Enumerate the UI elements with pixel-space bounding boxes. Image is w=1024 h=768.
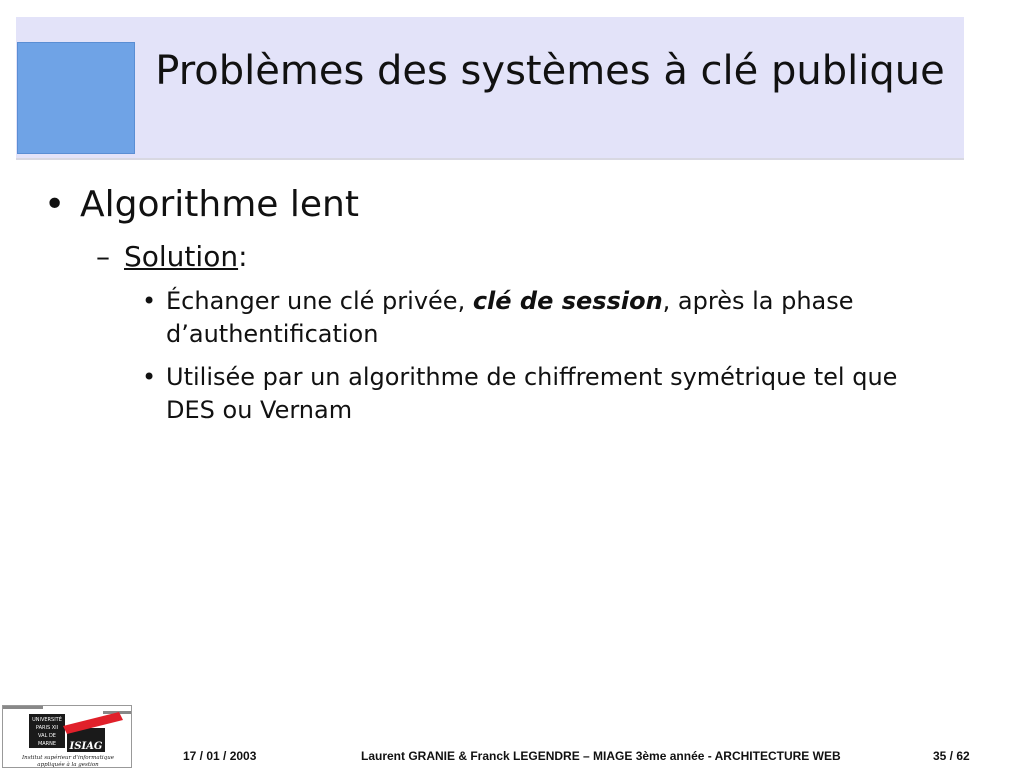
logo-univ-line-2: PARIS XII: [35, 725, 59, 731]
slide-title: Problèmes des systèmes à clé publique: [155, 48, 945, 94]
footer-page-number: 35 / 62: [933, 749, 970, 763]
bullet-dot-icon: •: [142, 363, 157, 391]
footer-date: 17 / 01 / 2003: [183, 749, 257, 763]
title-accent-square: [17, 42, 135, 154]
logo-univ-line-3: VAL DE: [38, 733, 56, 739]
logo-univ-line-4: MARNE: [37, 741, 57, 747]
bullet-level2: [96, 239, 248, 275]
footer-authors: Laurent GRANIE & Franck LEGENDRE – MIAGE 3ème année - ARCHITECTURE WEB: [361, 749, 841, 763]
logo-univ-line-1: UNIVERSITÉ: [32, 717, 62, 723]
session-key-emphasis: clé de session: [472, 287, 663, 315]
isiag-logo: [2, 705, 132, 768]
bullet-level1-text: Algorithme lent: [80, 184, 359, 225]
bullet-dot-icon: •: [142, 287, 157, 315]
sub-bullet-1-text: [166, 285, 932, 351]
isiag-logo-graphic: [3, 706, 132, 768]
bullet-dot-icon: •: [44, 184, 66, 225]
bullet-level1: [44, 183, 359, 227]
logo-tagline-1: Institut supérieur d'informatique: [21, 755, 115, 761]
dash-icon: –: [96, 240, 110, 273]
solution-label: Solution: [124, 240, 239, 273]
sub-bullet-2-text: Utilisée par un algorithme de chiffrement symétrique tel que DES ou Vernam: [166, 363, 898, 424]
solution-suffix: :: [238, 240, 248, 273]
sub-bullet-1-after: , après la phase d’authentification: [166, 287, 854, 348]
sub-bullet-2: [142, 361, 932, 427]
sub-bullet-1: [142, 285, 932, 351]
sub-bullet-1-before: Échanger une clé privée,: [166, 287, 473, 315]
logo-tagline-2: appliquée à la gestion: [37, 762, 99, 768]
logo-name: ISIAG: [69, 741, 103, 752]
